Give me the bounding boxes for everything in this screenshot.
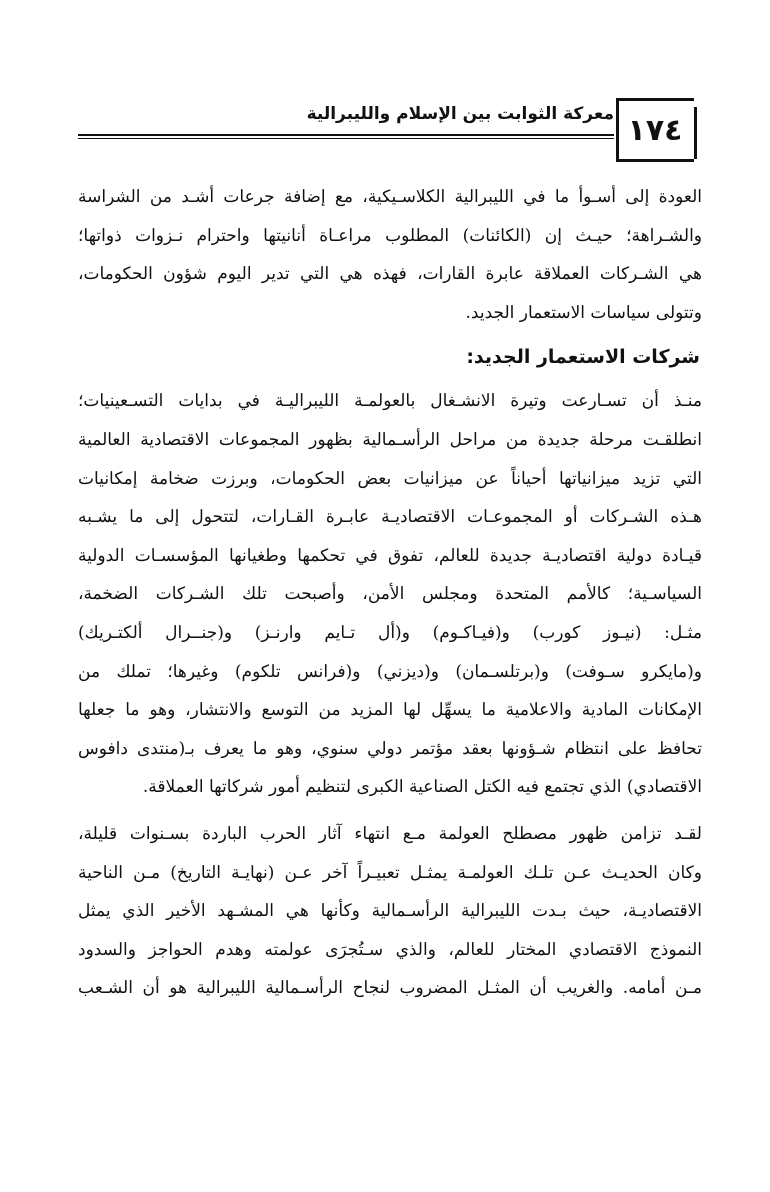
text-line: الاقتصاديـة، حيث بـدت الليبرالية الرأسـمالية وكأنها هي المشـهد الأخير الذي يمثل [78, 901, 702, 922]
header-rule-thin [78, 138, 614, 139]
text-line: مـن أمامه. والغريب أن المثـل المضروب لنجاح الرأسـمالية الليبرالية هو أن الشـعب [78, 978, 702, 999]
paragraph-1 [78, 178, 702, 332]
page-body [78, 178, 702, 1008]
text-line: وكان الحديـث عـن تلـك العولمـة يمثـل تعبيـراً آخر عـن (نهايـة التاريخ) مـن الناحية [78, 862, 702, 883]
text-line: التي تزيد ميزانياتها أحياناً عن ميزانيات بعض الحكومات، وبرزت ضخامة إمكانيات [78, 468, 702, 489]
text-line: لقـد تزامن ظهور مصطلح العولمة مـع انتهاء آثار الحرب الباردة بسـنوات قليلة، [78, 823, 702, 844]
text-line: وتتولى سياسات الاستعمار الجديد. [465, 302, 702, 323]
text-line: قيـادة دولية اقتصاديـة جديدة للعالم، تفوق في تحكمها وطغيانها المؤسسـات الدولية [78, 545, 702, 566]
text-line: هـذه الشـركات أو المجموعـات الاقتصاديـة عابـرة القـارات، لتتحول إلى ما يشـبه [78, 507, 702, 528]
text-line: هي الشـركات العملاقة عابرة القارات، فهذه هي التي تدير اليوم شؤون الحكومات، [78, 264, 702, 285]
text-line: انطلقـت مرحلة جديدة من مراحل الرأسـمالية بظهور المجموعات الاقتصادية العالمية [78, 429, 702, 450]
text-line: مثـل: (نيـوز كورب) و(فيـاكـوم) و(أل تـايم وارنـز) و(جنــرال ألكتـريك) [78, 622, 702, 643]
text-line: تحافظ على انتظام شـؤونها بعقد مؤتمر دولي سنوي، وهو ما يعرف بـ(منتدى دافوس [78, 738, 702, 759]
text-line: الإمكانات المادية والاعلامية ما يسهِّل لها المزيد من التوسع والانتشار، وهو ما جعلها [78, 700, 702, 721]
text-line: منـذ أن تسـارعت وتيرة الانشـغال بالعولمـة الليبراليـة في بدايات التسـعينيات؛ [78, 391, 702, 412]
running-title: معركة الثوابت بين الإسلام والليبرالية [306, 104, 614, 124]
text-line: والشـراهة؛ حيـث إن (الكائنات) المطلوب مراعـاة أنانيتها واحترام نـزوات ذواتها؛ [78, 225, 702, 246]
page-number: ١٧٤ [627, 113, 683, 148]
paragraph-3 [78, 815, 702, 1008]
text-line: الاقتصادي) الذي تجتمع فيه الكتل الصناعية الكبرى لتنظيم أمور شركاتها العملاقة. [142, 777, 702, 798]
section-heading: شركات الاستعمار الجديد: [466, 346, 700, 369]
page-number-frame [616, 98, 694, 162]
text-line: السياسـية؛ كالأمم المتحدة ومجلس الأمن، وأصبحت تلك الشـركات الضخمة، [78, 584, 702, 605]
paragraph-2 [78, 382, 702, 807]
text-line: و(مايكرو سـوفت) و(برتلسـمان) و(ديزني) و(فرانس تلكوم) وغيرها؛ تملك من [78, 661, 702, 682]
page-header [78, 96, 700, 174]
paragraph-gap [78, 807, 702, 815]
header-rule [78, 134, 614, 136]
text-line: العودة إلى أسـوأ ما في الليبرالية الكلاسـيكية، مع إضافة جرعات أشـد من الشراسة [78, 187, 702, 207]
text-line: النموذج الاقتصادي المختار للعالم، والذي سـتُجرَى عولمته وهدم الحواجز والسدود [78, 939, 702, 960]
